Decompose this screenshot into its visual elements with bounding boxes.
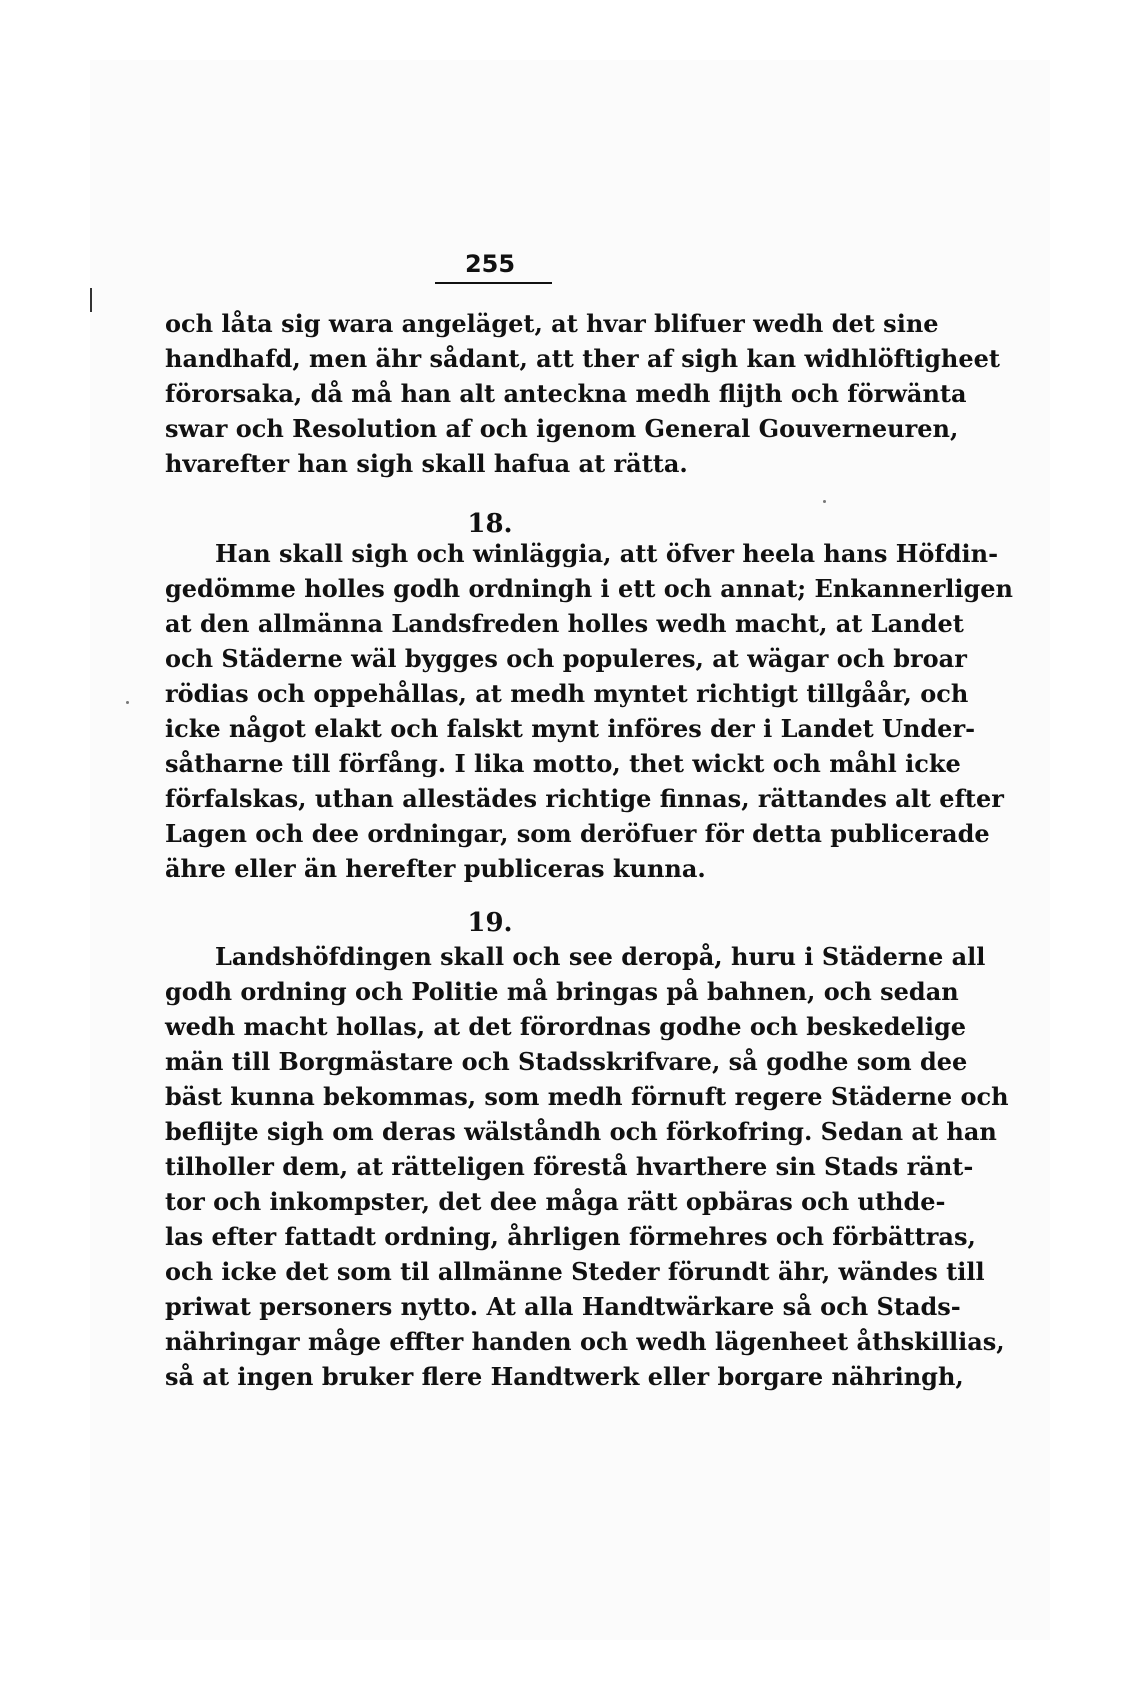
section-heading-19: 19. bbox=[467, 908, 513, 938]
section-heading-18: 18. bbox=[467, 509, 513, 539]
paragraph-line: gedömme holles godh ordningh i ett och annat; Enkannerligen bbox=[165, 574, 1013, 603]
paragraph-line: Han skall sigh och winläggia, att öfver heela hans Höfdin- bbox=[215, 539, 999, 568]
paragraph-line: ähre eller än herefter publiceras kunna. bbox=[165, 854, 706, 883]
paragraph-line: och låta sig wara angeläget, at hvar blifuer wedh det sine bbox=[165, 309, 939, 338]
paragraph-line: Landshöfdingen skall och see deropå, huru i Städerne all bbox=[215, 942, 986, 971]
paragraph-line: förfalskas, uthan allestädes richtige finnas, rättandes alt efter bbox=[165, 784, 1004, 813]
paragraph-line: förorsaka, då må han alt anteckna medh flijth och förwänta bbox=[165, 379, 967, 408]
paragraph-line: och icke det som til allmänne Steder förundt ähr, wändes till bbox=[165, 1257, 985, 1286]
paragraph-line: såtharne till förfång. I lika motto, thet wickt och måhl icke bbox=[165, 749, 961, 778]
paragraph-line: tilholler dem, at rätteligen förestå hvarthere sin Stads ränt- bbox=[165, 1152, 974, 1181]
paragraph-line: hvarefter han sigh skall hafua at rätta. bbox=[165, 449, 688, 478]
paragraph-line: las efter fattadt ordning, åhrligen förmehres och förbättras, bbox=[165, 1222, 976, 1251]
paragraph-line: at den allmänna Landsfreden holles wedh macht, at Landet bbox=[165, 609, 964, 638]
paragraph-18 bbox=[165, 536, 1013, 886]
margin-mark bbox=[90, 288, 92, 312]
paragraph-line: icke något elakt och falskt mynt införes der i Landet Under- bbox=[165, 714, 976, 743]
paragraph-line: handhafd, men ähr sådant, att ther af sigh kan widhlöftigheet bbox=[165, 344, 1000, 373]
paragraph-line: rödias och oppehållas, at medh myntet richtigt tillgåår, och bbox=[165, 679, 969, 708]
paragraph-19 bbox=[165, 939, 1009, 1394]
paper-speck bbox=[823, 500, 826, 503]
paragraph-line: tor och inkompster, det dee måga rätt opbäras och uthde- bbox=[165, 1187, 946, 1216]
paragraph-line: godh ordning och Politie må bringas på bahnen, och sedan bbox=[165, 977, 959, 1006]
paragraph-line: priwat personers nytto. At alla Handtwärkare så och Stads- bbox=[165, 1292, 961, 1321]
paragraph-1 bbox=[165, 306, 1000, 481]
paragraph-line: swar och Resolution af och igenom General Gouverneuren, bbox=[165, 414, 959, 443]
paragraph-line: så at ingen bruker flere Handtwerk eller borgare nähringh, bbox=[165, 1362, 964, 1391]
paper-speck bbox=[126, 701, 129, 704]
paragraph-line: bäst kunna bekommas, som medh förnuft regere Städerne och bbox=[165, 1082, 1009, 1111]
paragraph-line: Lagen och dee ordningar, som deröfuer för detta publicerade bbox=[165, 819, 990, 848]
paragraph-line: män till Borgmästare och Stadsskrifvare, så godhe som dee bbox=[165, 1047, 968, 1076]
paragraph-line: och Städerne wäl bygges och populeres, at wägar och broar bbox=[165, 644, 967, 673]
paragraph-line: beflijte sigh om deras wälståndh och förkofring. Sedan at han bbox=[165, 1117, 997, 1146]
paragraph-line: wedh macht hollas, at det förordnas godhe och beskedelige bbox=[165, 1012, 967, 1041]
paragraph-line: nähringar måge effter handen och wedh lägenheet åthskillias, bbox=[165, 1327, 1005, 1356]
page-number-rule bbox=[435, 282, 552, 284]
page-number: 255 bbox=[464, 250, 516, 278]
